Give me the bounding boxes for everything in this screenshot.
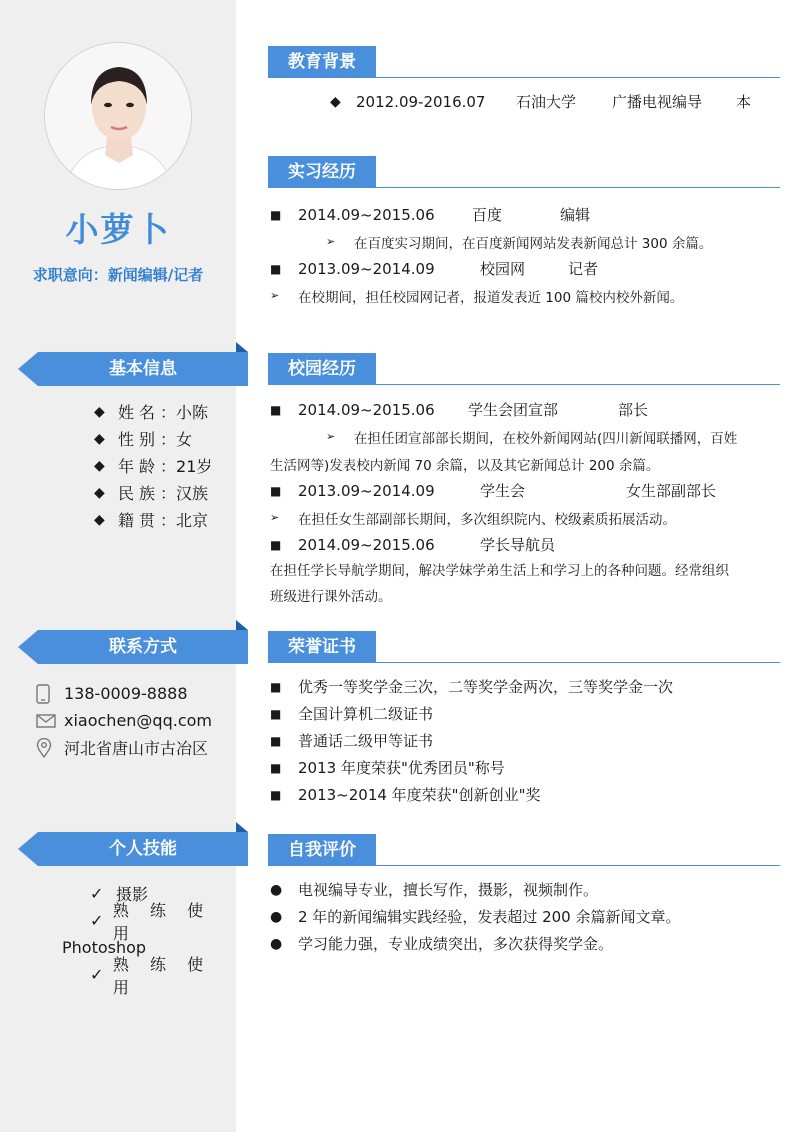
skill-item bbox=[62, 900, 232, 943]
skill-text: 熟 练 使 用 bbox=[112, 900, 212, 943]
internship-desc bbox=[270, 282, 770, 309]
check-icon: ✓ bbox=[90, 884, 104, 903]
honor-item bbox=[270, 781, 770, 808]
contact-title: 联系方式 bbox=[109, 637, 177, 657]
campus-title: 校园经历 bbox=[268, 353, 376, 385]
internship-entry bbox=[270, 255, 770, 282]
self-eval-text: 电视编导专业，擅长写作，摄影，视频制作。 bbox=[298, 881, 599, 899]
campus-entry bbox=[270, 531, 770, 558]
self-eval-item bbox=[270, 903, 770, 930]
entry-desc: 班级进行课外活动。 bbox=[270, 589, 392, 605]
info-label: 民族 bbox=[118, 484, 161, 503]
info-label: 姓名 bbox=[118, 403, 161, 422]
basic-info-header bbox=[18, 352, 248, 386]
info-hometown: ◆ 籍贯 ： 北京 bbox=[94, 506, 212, 533]
honor-item bbox=[270, 673, 770, 700]
square-bullet-icon: ■ bbox=[270, 207, 282, 222]
honors-header bbox=[268, 631, 780, 663]
skill-item bbox=[62, 954, 232, 997]
round-bullet-icon: ● bbox=[270, 908, 283, 925]
check-icon: ✓ bbox=[90, 965, 104, 984]
internship-title: 实习经历 bbox=[268, 156, 376, 188]
self-eval-content bbox=[270, 876, 770, 957]
arrow-bullet-icon: ➢ bbox=[270, 289, 280, 302]
internship-header bbox=[268, 156, 780, 188]
info-value: 小陈 bbox=[176, 403, 209, 422]
entry-period: 2013.09~2014.09 bbox=[298, 481, 435, 500]
education-title: 教育背景 bbox=[268, 46, 376, 78]
contact-list bbox=[36, 680, 212, 761]
honor-text: 全国计算机二级证书 bbox=[298, 705, 434, 723]
arrow-bullet-icon: ➢ bbox=[270, 511, 280, 524]
info-value: 北京 bbox=[176, 511, 209, 530]
entry-org: 学生会团宣部 bbox=[468, 401, 559, 419]
campus-content bbox=[270, 396, 770, 610]
campus-entry bbox=[270, 477, 770, 504]
education-row bbox=[270, 88, 770, 115]
round-bullet-icon: ● bbox=[270, 881, 283, 898]
internship-content bbox=[270, 201, 770, 309]
edu-degree: 本 bbox=[736, 93, 752, 111]
avatar-illustration bbox=[45, 43, 192, 190]
square-bullet-icon: ■ bbox=[270, 402, 282, 417]
square-bullet-icon: ■ bbox=[270, 706, 282, 721]
info-ethnicity: ◆ 民族 ： 汉族 bbox=[94, 479, 212, 506]
address-text: 河北省唐山市古冶区 bbox=[64, 739, 209, 758]
info-value: 汉族 bbox=[176, 484, 209, 503]
self-eval-text: 2 年的新闻编辑实践经验，发表超过 200 余篇新闻文章。 bbox=[298, 908, 681, 926]
square-bullet-icon: ■ bbox=[270, 261, 282, 276]
honor-text: 2013~2014 年度荣获"创新创业"奖 bbox=[298, 786, 541, 804]
email-address[interactable]: xiaochen@qq.com bbox=[64, 711, 212, 730]
diamond-bullet-icon: ◆ bbox=[94, 457, 105, 474]
self-eval-title: 自我评价 bbox=[268, 834, 376, 866]
skill-text: 熟 练 使 用 bbox=[112, 954, 212, 997]
entry-role: 部长 bbox=[618, 401, 649, 419]
internship-desc bbox=[270, 228, 770, 255]
campus-header bbox=[268, 353, 780, 385]
square-bullet-icon: ■ bbox=[270, 760, 282, 775]
diamond-bullet-icon: ◆ bbox=[94, 403, 105, 420]
info-value: 女 bbox=[176, 430, 193, 449]
self-eval-text: 学习能力强，专业成绩突出，多次获得奖学金。 bbox=[298, 935, 614, 953]
honor-item bbox=[270, 700, 770, 727]
contact-email bbox=[36, 707, 212, 734]
entry-desc: 在担任学长导航学期间，解决学妹学弟生活上和学习上的各种问题。经常组织 bbox=[270, 563, 729, 579]
square-bullet-icon: ■ bbox=[270, 787, 282, 802]
location-pin-icon bbox=[36, 738, 64, 758]
entry-org: 百度 bbox=[472, 206, 503, 224]
edu-major: 广播电视编导 bbox=[612, 93, 703, 111]
campus-entry bbox=[270, 396, 770, 423]
diamond-bullet-icon: ◆ bbox=[94, 511, 105, 528]
basic-info-list bbox=[94, 398, 212, 533]
skill-text: 摄影 bbox=[116, 885, 149, 904]
skills-title: 个人技能 bbox=[109, 839, 177, 859]
entry-period: 2014.09~2015.06 bbox=[298, 205, 435, 224]
job-intent: 求职意向：新闻编辑/记者 bbox=[32, 266, 204, 284]
header-rule bbox=[268, 384, 780, 386]
info-label: 年龄 bbox=[118, 457, 161, 476]
honor-text: 普通话二级甲等证书 bbox=[298, 732, 434, 750]
mail-icon bbox=[36, 711, 64, 731]
phone-number[interactable]: 138-0009-8888 bbox=[64, 684, 188, 703]
edu-school: 石油大学 bbox=[516, 93, 577, 111]
internship-entry bbox=[270, 201, 770, 228]
info-age: ◆ 年龄 ： 21岁 bbox=[94, 452, 212, 479]
self-eval-header bbox=[268, 834, 780, 866]
honor-text: 2013 年度荣获"优秀团员"称号 bbox=[298, 759, 505, 777]
edu-period: 2012.09-2016.07 bbox=[356, 92, 486, 111]
info-label: 籍贯 bbox=[118, 511, 161, 530]
entry-period: 2013.09~2014.09 bbox=[298, 259, 435, 278]
info-gender: ◆ 性别 ： 女 bbox=[94, 425, 212, 452]
header-rule bbox=[268, 865, 780, 867]
header-rule bbox=[268, 77, 780, 79]
ribbon-fold bbox=[236, 342, 248, 352]
basic-info-title: 基本信息 bbox=[109, 359, 177, 379]
ribbon-fold bbox=[236, 822, 248, 832]
entry-role: 记者 bbox=[568, 260, 599, 278]
ribbon-fold bbox=[236, 620, 248, 630]
square-bullet-icon: ■ bbox=[270, 679, 282, 694]
campus-desc bbox=[270, 504, 770, 531]
entry-desc: 在校期间，担任校园网记者，报道发表近 100 篇校内校外新闻。 bbox=[298, 289, 684, 306]
entry-org: 学生会 bbox=[480, 482, 526, 500]
honor-text: 优秀一等奖学金三次，二等奖学金两次，三等奖学金一次 bbox=[298, 678, 674, 696]
arrow-bullet-icon: ➢ bbox=[326, 235, 336, 248]
entry-role: 编辑 bbox=[560, 206, 591, 224]
header-rule bbox=[268, 662, 780, 664]
honor-item bbox=[270, 727, 770, 754]
skills-header bbox=[18, 832, 248, 866]
education-header bbox=[268, 46, 780, 78]
entry-period: 2014.09~2015.06 bbox=[298, 400, 435, 419]
arrow-bullet-icon: ➢ bbox=[326, 430, 336, 443]
info-value: 21岁 bbox=[176, 457, 213, 476]
phone-icon bbox=[36, 684, 64, 704]
honor-item bbox=[270, 754, 770, 781]
diamond-bullet-icon: ◆ bbox=[94, 430, 105, 447]
entry-role: 女生部副部长 bbox=[626, 482, 717, 500]
square-bullet-icon: ■ bbox=[270, 537, 282, 552]
entry-desc: 在担任女生部副部长期间，多次组织院内、校级素质拓展活动。 bbox=[298, 511, 676, 528]
education-content bbox=[270, 88, 770, 115]
diamond-bullet-icon: ◆ bbox=[94, 484, 105, 501]
entry-org: 校园网 bbox=[480, 260, 526, 278]
entry-period: 2014.09~2015.06 bbox=[298, 535, 435, 554]
entry-desc: 在担任团宣部部长期间，在校外新闻网站(四川新闻联播网，百姓 bbox=[354, 430, 738, 447]
campus-desc-continued bbox=[270, 450, 770, 477]
entry-org: 学长导航员 bbox=[480, 536, 556, 554]
info-name: ◆ 姓名 ： 小陈 bbox=[94, 398, 212, 425]
contact-header bbox=[18, 630, 248, 664]
entry-desc: 在百度实习期间，在百度新闻网站发表新闻总计 300 余篇。 bbox=[354, 235, 713, 252]
contact-address bbox=[36, 734, 212, 761]
honors-content bbox=[270, 673, 770, 808]
square-bullet-icon: ■ bbox=[270, 483, 282, 498]
self-eval-item bbox=[270, 930, 770, 957]
skill-text: Photoshop bbox=[62, 938, 147, 957]
campus-desc-paragraph bbox=[270, 558, 770, 610]
contact-phone bbox=[36, 680, 212, 707]
honors-title: 荣誉证书 bbox=[268, 631, 376, 663]
check-icon: ✓ bbox=[90, 911, 104, 930]
header-rule bbox=[268, 187, 780, 189]
diamond-bullet-icon: ◆ bbox=[330, 93, 341, 110]
skills-list bbox=[62, 880, 232, 997]
round-bullet-icon: ● bbox=[270, 935, 283, 952]
square-bullet-icon: ■ bbox=[270, 733, 282, 748]
self-eval-item bbox=[270, 876, 770, 903]
campus-desc bbox=[270, 423, 770, 450]
entry-desc: 生活网等)发表校内新闻 70 余篇，以及其它新闻总计 200 余篇。 bbox=[270, 457, 660, 474]
info-label: 性别 bbox=[118, 430, 161, 449]
candidate-name: 小萝卜 bbox=[65, 210, 171, 249]
profile-photo bbox=[44, 42, 192, 190]
